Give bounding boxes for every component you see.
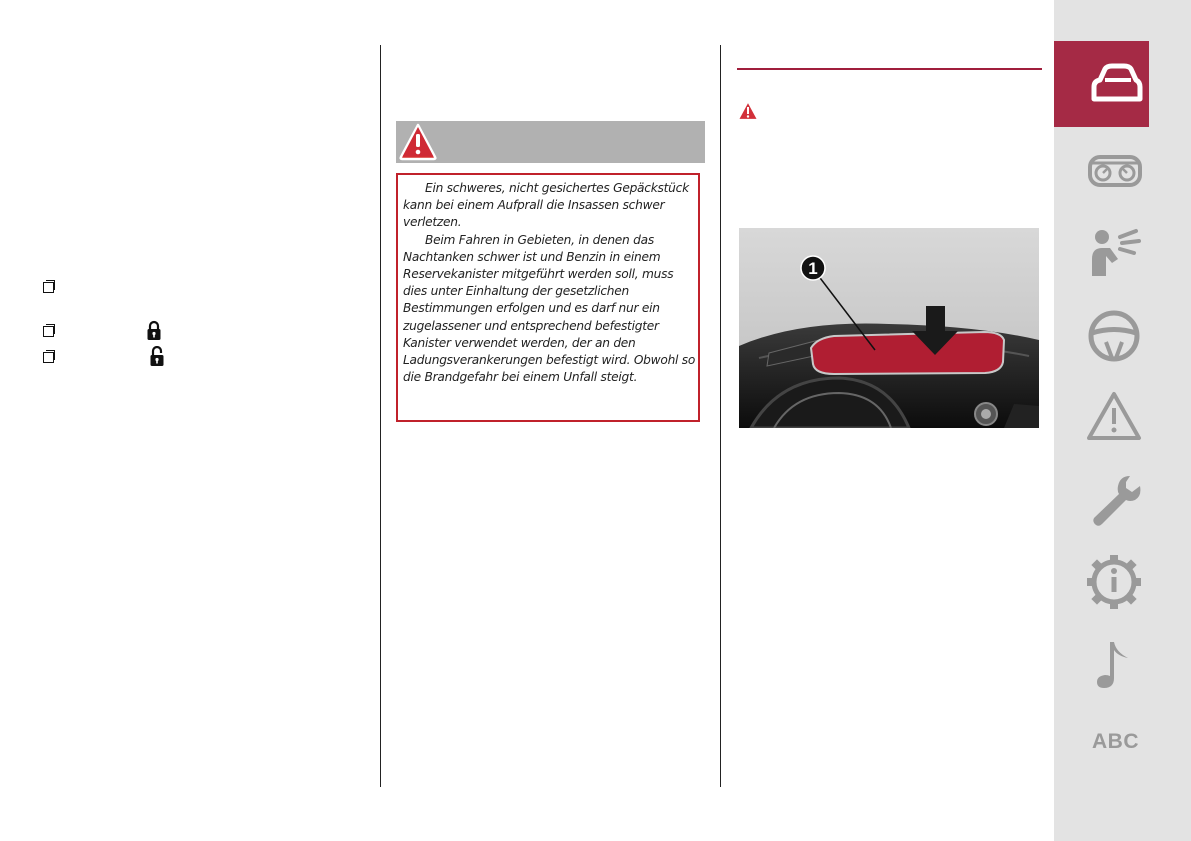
checkbox-icon — [43, 282, 54, 293]
column-divider-right — [720, 45, 721, 787]
abc-text-icon[interactable]: ABC — [1092, 730, 1139, 753]
steering-wheel-icon[interactable] — [1084, 306, 1144, 366]
dashboard-gauges-icon[interactable] — [1084, 140, 1144, 200]
dashboard-illustration — [739, 228, 1039, 428]
highlighted-area — [811, 332, 1004, 374]
callout-number: 1 — [808, 259, 818, 278]
airbag-person-icon[interactable] — [1084, 223, 1144, 283]
checkbox-icon — [43, 326, 54, 337]
warning-triangle-icon — [398, 122, 438, 162]
dashboard-figure — [739, 228, 1039, 428]
lock-open-icon — [149, 346, 165, 368]
warning-paragraph: Beim Fahren in Gebieten, in denen das Nachtanken schwer ist und Benzin in einem Reservekanister mitgeführt werden soll, muss dies unter Einhaltung der gesetzlichen Bestimmungen erfolgen und es darf nur ein zugelassener und entsprechend befestigter Kanister verwendet werden, der an den Ladungsverankerungen befestigt wird. Obwohl so die Brandgefahr bei einem Unfall steigt. — [403, 232, 696, 385]
car-icon[interactable] — [1084, 55, 1144, 115]
lock-closed-icon — [146, 320, 162, 342]
warning-text — [403, 180, 699, 386]
warning-paragraph: Ein schweres, nicht gesichertes Gepäckstück kann bei einem Aufprall die Insassen schwer verletzen. — [403, 181, 689, 230]
wrench-icon[interactable] — [1084, 470, 1144, 530]
section-rule — [737, 68, 1042, 70]
warning-header-bar — [396, 121, 705, 163]
music-note-icon[interactable] — [1084, 634, 1144, 694]
small-warning-icon — [737, 100, 759, 122]
gear-info-icon[interactable] — [1084, 552, 1144, 612]
checkbox-icon — [43, 352, 54, 363]
column-divider-left — [380, 45, 381, 787]
hazard-triangle-icon[interactable] — [1084, 388, 1144, 448]
